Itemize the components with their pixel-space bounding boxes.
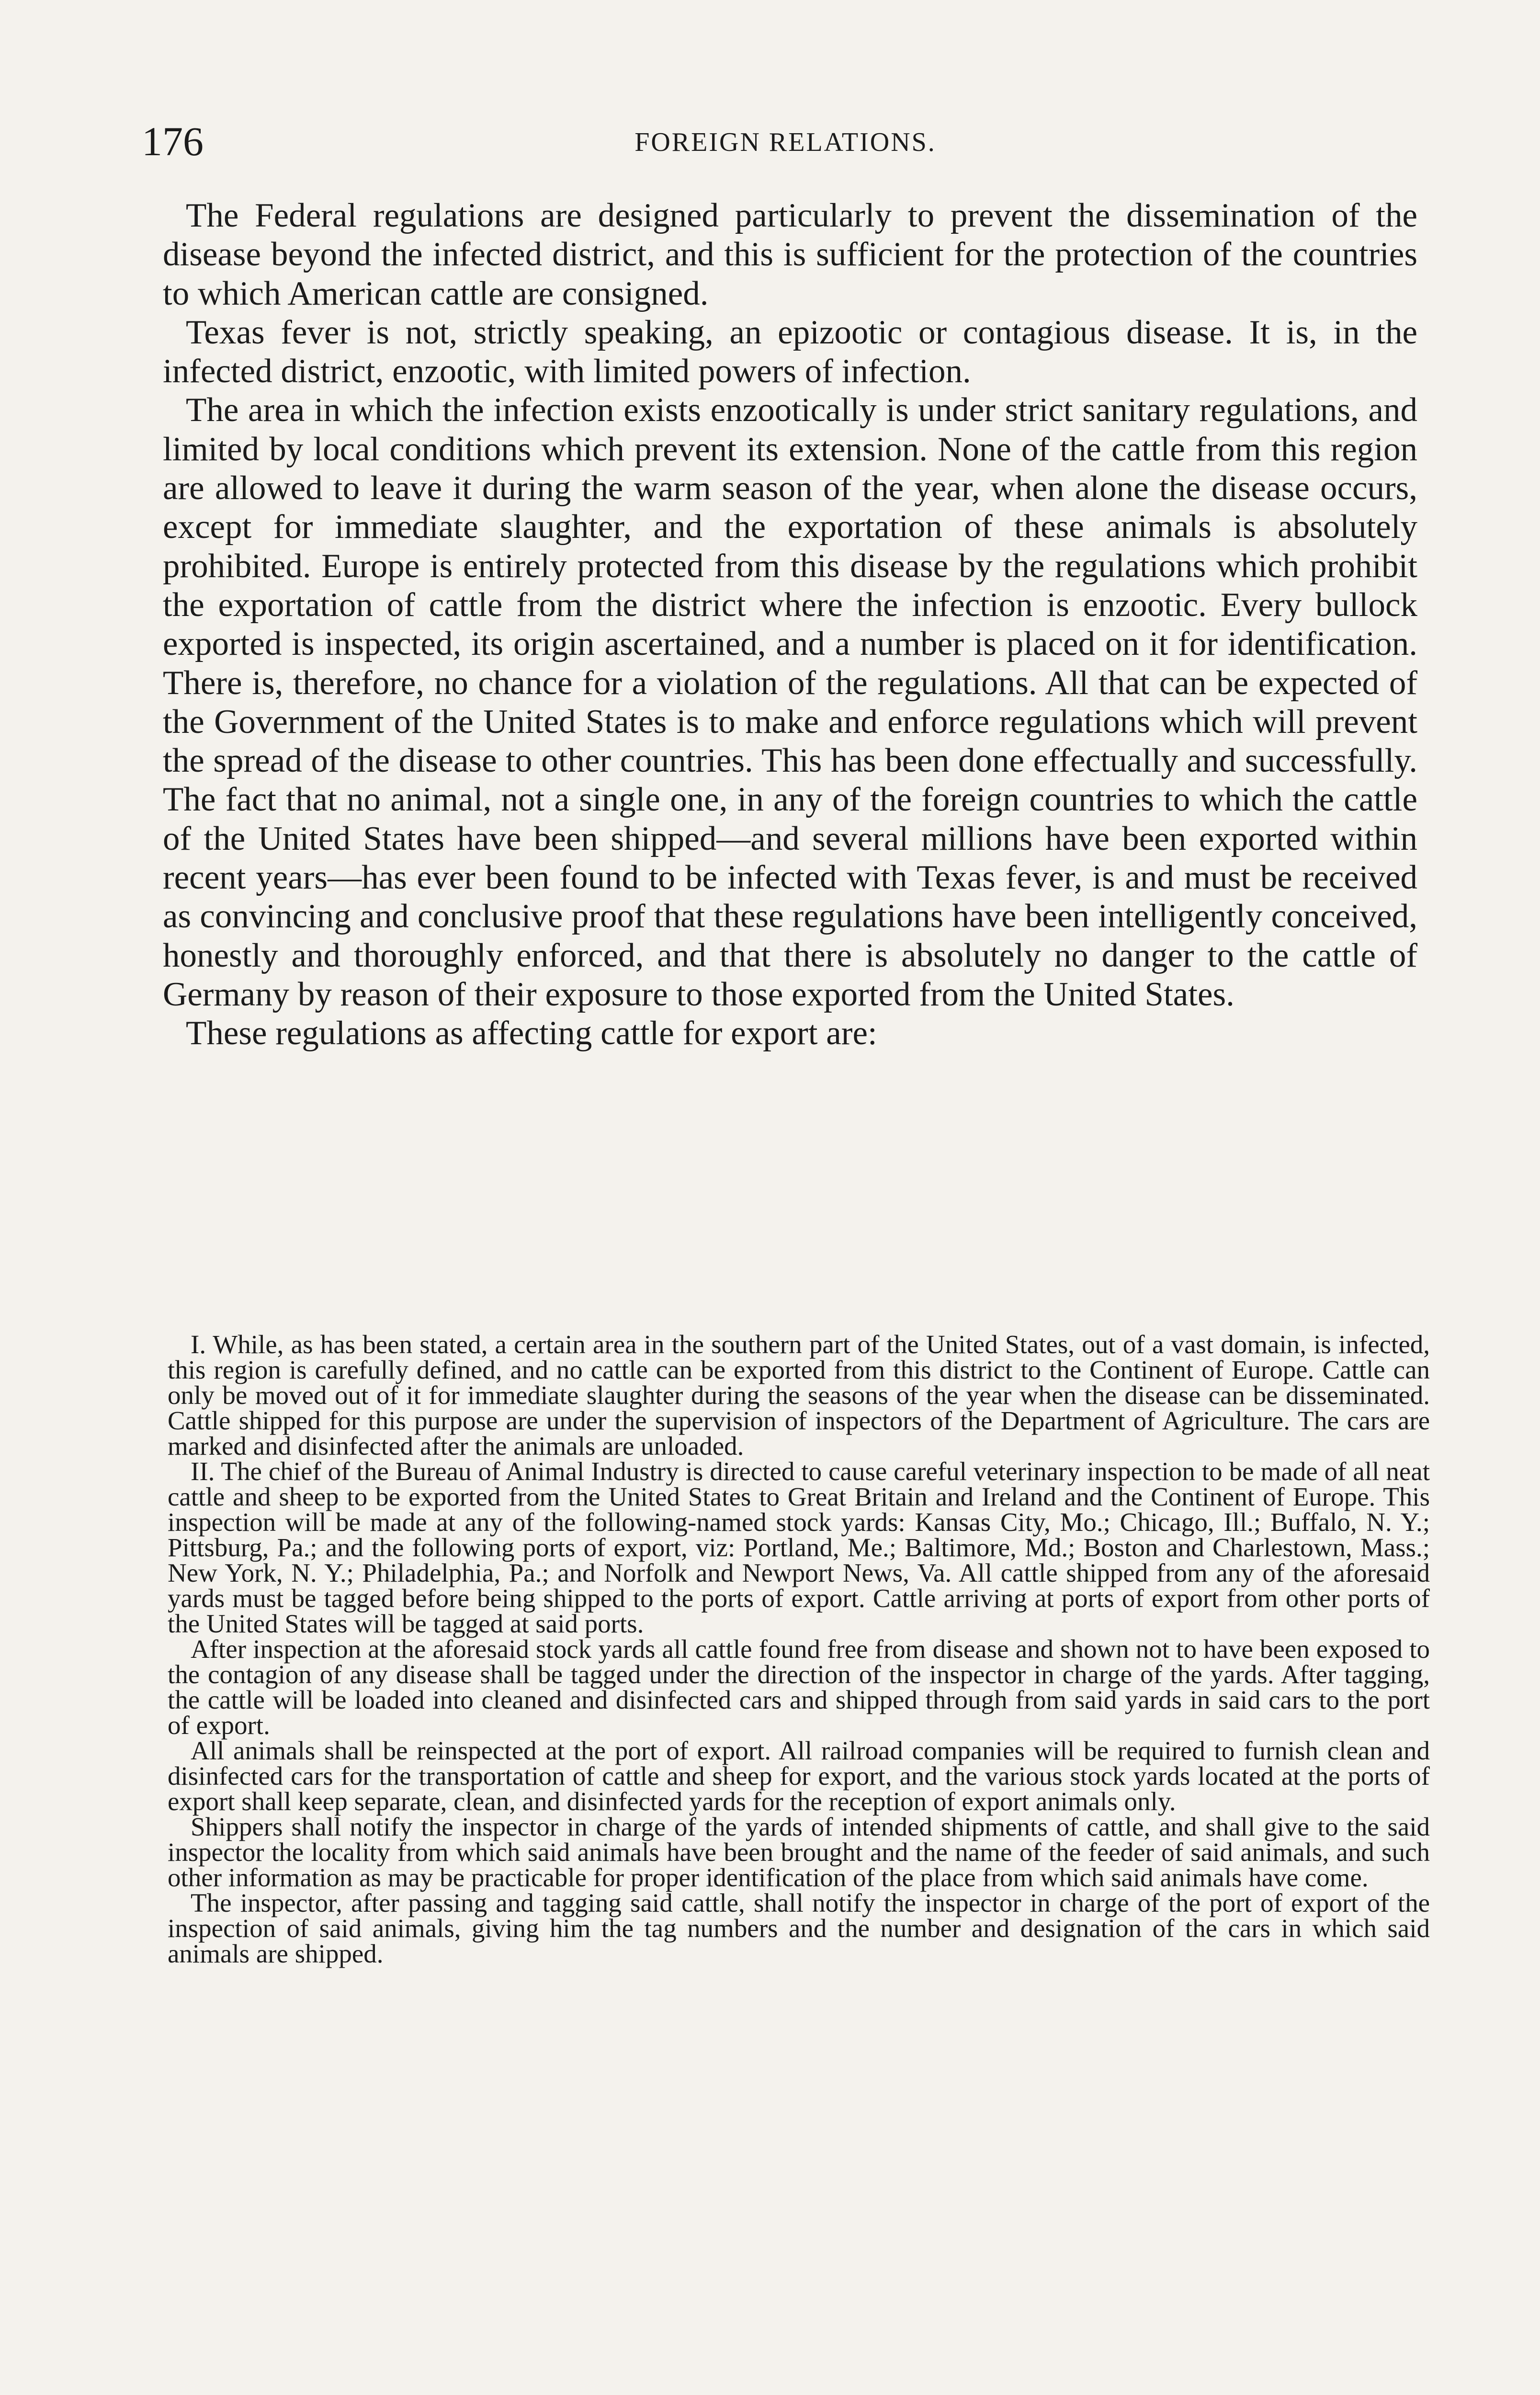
regulation-paragraph: Shippers shall notify the inspector in charge of the yards of intended shipments of cattle, and shall give to the said inspector the locality from which said animals have been brought and the name of the feeder of said animals, and such other information as may be practicable for proper identification of the place from which said animals have come.: [168, 1812, 1430, 1892]
regulations-text: [168, 1332, 1430, 1966]
paragraph: The area in which the infection exists enzootically is under strict sanitary regulations, and limited by local conditions which prevent its extension. None of the cattle from this region are allowed to leave it during the warm season of the year, when alone the disease occurs, except for immediate slaughter, and the exportation of these animals is absolutely prohibited. Europe is entirely protected from this disease by the regulations which prohibit the exportation of cattle from the district where the infection is enzootic. Every bullock exported is inspected, its origin ascertained, and a number is placed on it for identification. There is, therefore, no chance for a violation of the regulations. All that can be expected of the Government of the United States is to make and enforce regulations which will prevent the spread of the disease to other countries. This has been done effectually and successfully. The fact that no animal, not a single one, in any of the foreign countries to which the cattle of the United States have been shipped—and several millions have been exported within recent years—has ever been found to be infected with Texas fever, is and must be received as convincing and conclusive proof that these regulations have been intelligently conceived, honestly and thoroughly enforced, and that there is absolutely no danger to the cattle of Germany by reason of their exposure to those exported from the United States.: [163, 391, 1417, 1013]
paragraph: These regulations as affecting cattle for export are:: [186, 1015, 877, 1052]
regulation-paragraph: All animals shall be reinspected at the port of export. All railroad companies will be required to furnish clean and disinfected cars for the transportation of cattle and sheep for export, and the various stock yards located at the ports of export shall keep separate, clean, and disinfected yards for the reception of export animals only.: [168, 1736, 1430, 1816]
paragraph: The Federal regulations are designed particularly to prevent the dissemination of the disease beyond the infected district, and this is sufficient for the protection of the countries to which American cattle are consigned.: [163, 197, 1417, 312]
regulation-paragraph: II. The chief of the Bureau of Animal Industry is directed to cause careful veterinary inspection to be made of all neat cattle and sheep to be exported from the United States to Great Britain and Ireland and the Continent of Europe. This inspection will be made at any of the following-named stock yards: Kansas City, Mo.; Chicago, Ill.; Buffalo, N. Y.; Pittsburg, Pa.; and the following ports of export, viz: Portland, Me.; Baltimore, Md.; Boston and Charlestown, Mass.; New York, N. Y.; Philadelphia, Pa.; and Norfolk and Newport News, Va. All cattle shipped from any of the aforesaid yards must be tagged before being shipped to the ports of export. Cattle arriving at ports of export from other ports of the United States will be tagged at said ports.: [168, 1457, 1430, 1638]
running-title: FOREIGN RELATIONS.: [634, 127, 936, 157]
regulation-paragraph: I. While, as has been stated, a certain area in the southern part of the United States, out of a vast domain, is infected, this region is carefully defined, and no cattle can be exported from this district to the Continent of Europe. Cattle can only be moved out of it for immediate slaughter during the seasons of the year when the disease can be disseminated. Cattle shipped for this purpose are under the supervision of inspectors of the Department of Agriculture. The cars are marked and disinfected after the animals are unloaded.: [168, 1330, 1430, 1460]
paragraph: Texas fever is not, strictly speaking, an epizootic or contagious disease. It is, in the infected district, enzootic, with limited powers of infection.: [163, 313, 1417, 390]
regulation-paragraph: The inspector, after passing and tagging said cattle, shall notify the inspector in charge of the port of export of the inspection of said animals, giving him the tag numbers and the number and designation of the cars in which said animals are shipped.: [168, 1888, 1430, 1968]
page-number: 176: [142, 118, 204, 164]
page-header: [142, 117, 1429, 170]
main-text: [163, 196, 1417, 1053]
regulation-paragraph: After inspection at the aforesaid stock yards all cattle found free from disease and shown not to have been exposed to the contagion of any disease shall be tagged under the direction of the inspector in charge of the yards. After tagging, the cattle will be loaded into cleaned and disinfected cars and shipped through from said yards in said cars to the port of export.: [168, 1634, 1430, 1740]
